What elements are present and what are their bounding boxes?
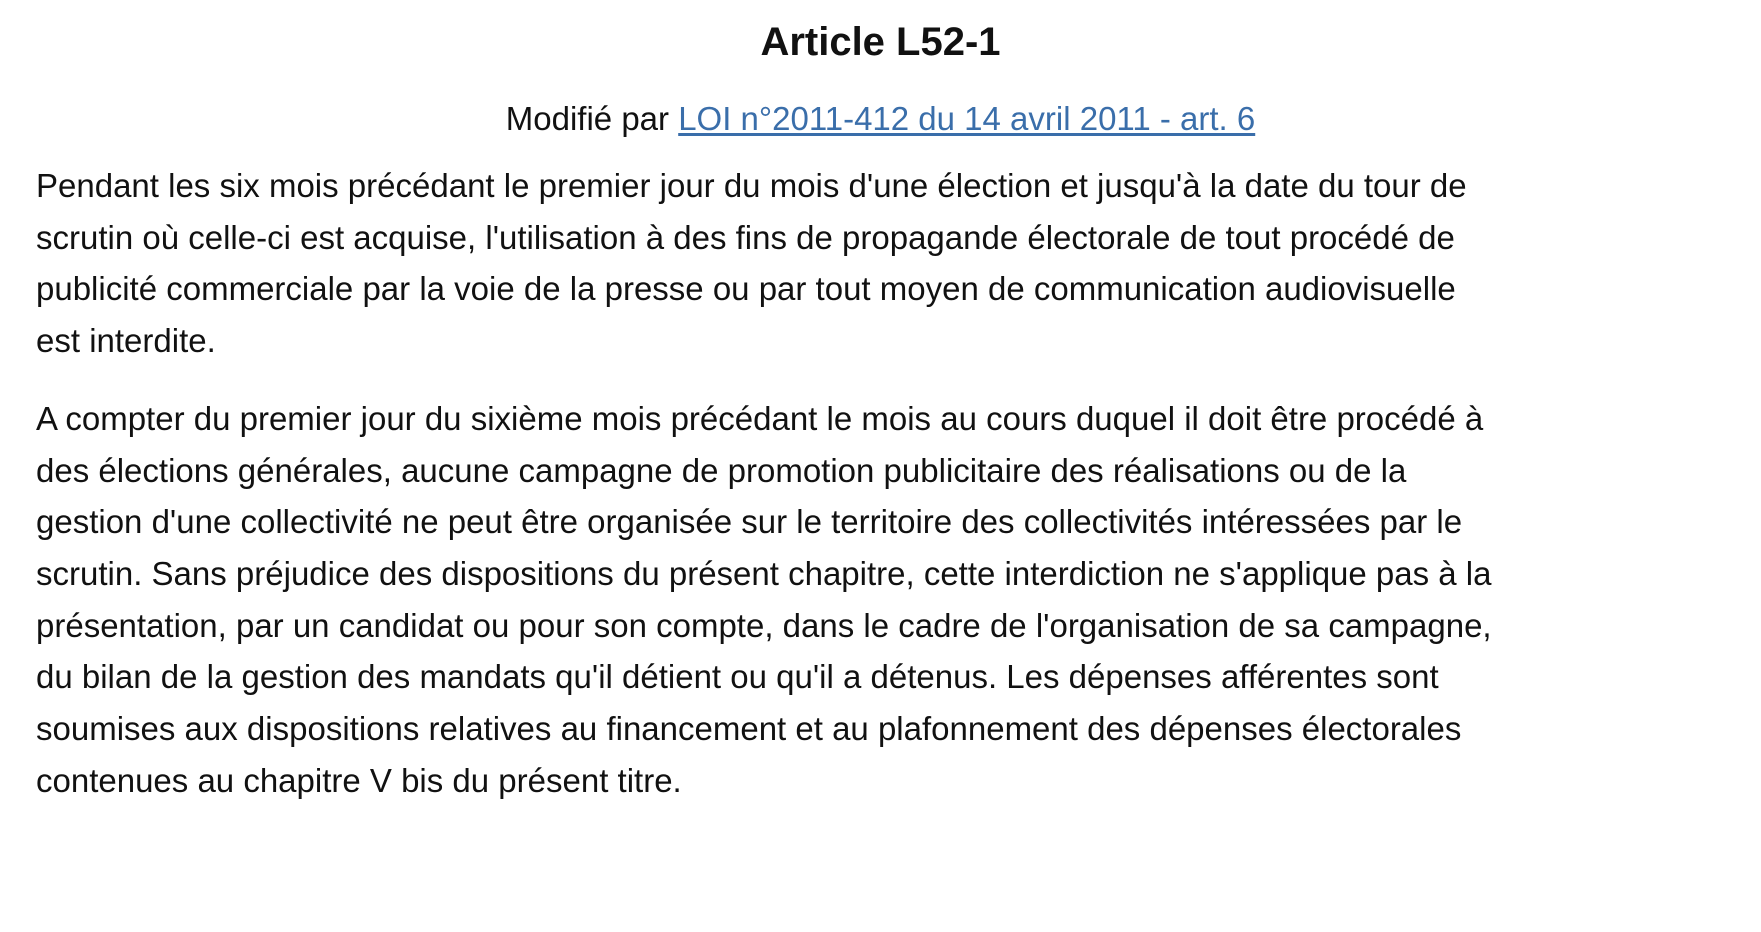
modification-prefix: Modifié par	[505, 100, 670, 137]
paragraph-2-line-7: soumises aux dispositions relatives au financement et au plafonnement des dépenses électorales	[36, 710, 1462, 748]
paragraph-2-line-3: gestion d'une collectivité ne peut être organisée sur le territoire des collectivités intéressées par le	[36, 503, 1463, 541]
paragraph-2-line-5: présentation, par un candidat ou pour son compte, dans le cadre de l'organisation de sa campagne,	[36, 606, 1492, 644]
paragraph-1-line-2: scrutin où celle-ci est acquise, l'utilisation à des fins de propagande électorale de tout procédé de	[36, 218, 1455, 256]
modification-note	[36, 66, 1725, 138]
paragraph-1-line-3: publicité commerciale par la voie de la presse ou par tout moyen de communication audiovisuelle	[36, 270, 1456, 308]
paragraph-2-line-4: scrutin. Sans préjudice des dispositions du présent chapitre, cette interdiction ne s'applique pas à la	[36, 554, 1492, 592]
article-title: Article L52-1	[760, 20, 1001, 64]
paragraph-2-line-8: contenues au chapitre V bis du présent titre.	[36, 761, 682, 799]
article-paragraph-1	[36, 160, 1725, 367]
paragraph-1-line-1: Pendant les six mois précédant le premier jour du mois d'une élection et jusqu'à la date du tour de	[36, 167, 1467, 204]
paragraph-2-line-1: A compter du premier jour du sixième mois précédant le mois au cours duquel il doit être procédé à	[36, 399, 1484, 437]
modifying-law-link[interactable]: LOI n°2011-412 du 14 avril 2011 - art. 6	[678, 100, 1256, 137]
article-paragraph-2	[36, 393, 1725, 807]
paragraph-2-line-6: du bilan de la gestion des mandats qu'il détient ou qu'il a détenus. Les dépenses afférentes sont	[36, 658, 1439, 696]
paragraph-1-line-4: est interdite.	[36, 322, 216, 360]
paragraph-2-line-2: des élections générales, aucune campagne de promotion publicitaire des réalisations ou de la	[36, 451, 1407, 489]
